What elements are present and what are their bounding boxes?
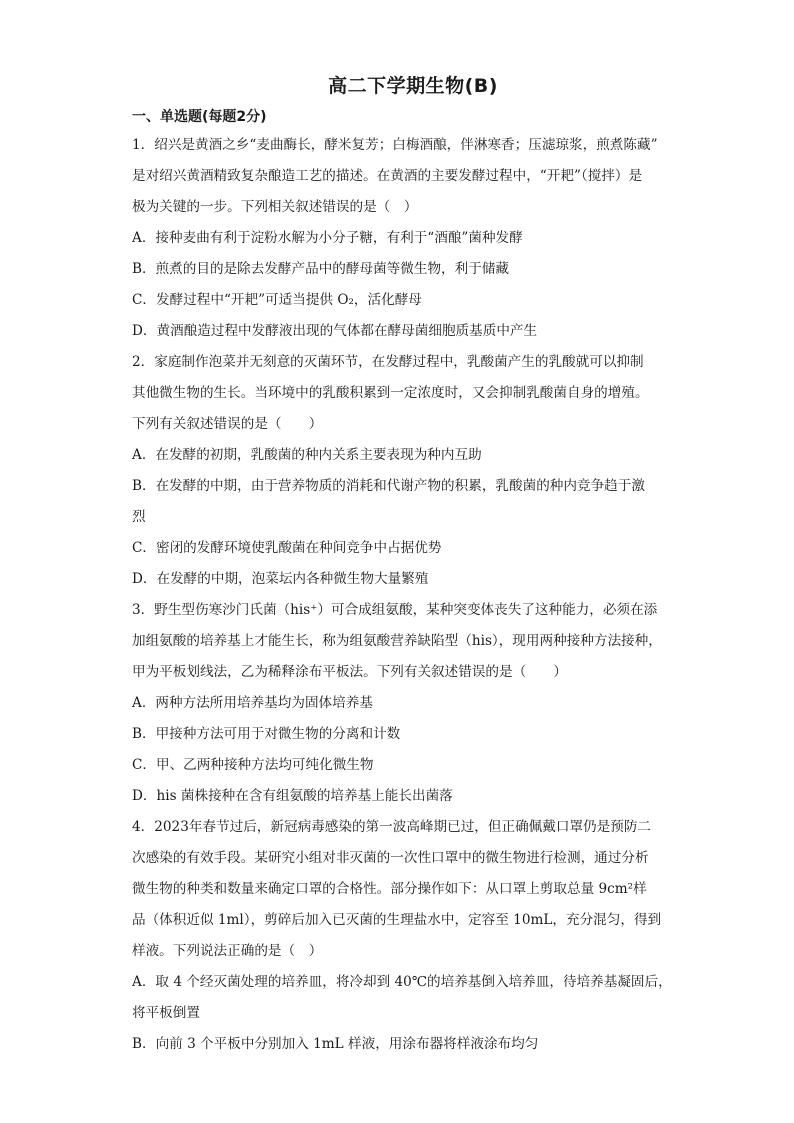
question-stem-line: 4．2023年春节过后，新冠病毒感染的第一波高峰期已过，但正确佩戴口罩仍是预防二 bbox=[132, 819, 652, 835]
option-a-continued: 将平板倒置 bbox=[132, 1005, 200, 1021]
option-b: B．向前 3 个平板中分别加入 1mL 样液，用涂布器将样液涂布均匀 bbox=[132, 1036, 539, 1052]
question-stem-line: 1．绍兴是黄酒之乡“麦曲酶长，酵米复芳；白梅酒酿，伴淋寒香；压滤琼浆，煎煮陈藏” bbox=[132, 137, 658, 153]
option-d: D．在发酵的中期，泡菜坛内各种微生物大量繁殖 bbox=[132, 571, 429, 587]
question-stem-line: 品（体积近似 1ml），剪碎后加入已灭菌的生理盐水中，定容至 10mL，充分混匀，得到 bbox=[132, 912, 662, 928]
option-c: C．发酵过程中“开耙”可适当提供 O₂，活化酵母 bbox=[132, 292, 422, 308]
question-stem-line: 下列有关叙述错误的是（ ） bbox=[132, 416, 323, 432]
question-stem-line: 微生物的种类和数量来确定口罩的合格性。部分操作如下：从口罩上剪取总量 9cm²样 bbox=[132, 881, 647, 897]
question-stem-line: 2．家庭制作泡菜并无刻意的灭菌环节，在发酵过程中，乳酸菌产生的乳酸就可以抑制 bbox=[132, 354, 644, 370]
section-heading: 一、单选题(每题2分) bbox=[132, 109, 267, 125]
option-a: A．在发酵的初期，乳酸菌的种内关系主要表现为种内互助 bbox=[132, 447, 482, 463]
option-b: B．煎煮的目的是除去发酵产品中的酵母菌等微生物，利于储藏 bbox=[132, 261, 510, 277]
question-3 bbox=[132, 595, 694, 812]
question-stem-line: 其他微生物的生长。当环境中的乳酸积累到一定浓度时，又会抑制乳酸菌自身的增殖。 bbox=[132, 385, 649, 401]
page-title: 高二下学期生物(B) bbox=[328, 75, 498, 97]
option-d: D．黄酒酿造过程中发酵液出现的气体都在酵母菌细胞质基质中产生 bbox=[132, 323, 538, 339]
option-b: B．甲接种方法可用于对微生物的分离和计数 bbox=[132, 726, 401, 742]
option-d: D．his 菌株接种在含有组氨酸的培养基上能长出菌落 bbox=[132, 788, 453, 804]
option-c: C．密闭的发酵环境使乳酸菌在种间竞争中占据优势 bbox=[132, 540, 442, 556]
option-c: C．甲、乙两种接种方法均可纯化微生物 bbox=[132, 757, 374, 773]
question-stem-line: 极为关键的一步。下列相关叙述错误的是（ ） bbox=[132, 199, 418, 215]
option-a: A．取 4 个经灭菌处理的培养皿，将冷却到 40℃的培养基倒入培养皿，待培养基凝固后， bbox=[132, 974, 672, 990]
question-1 bbox=[132, 130, 694, 347]
option-a: A．接种麦曲有利于淀粉水解为小分子糖，有利于“酒酿”菌种发酵 bbox=[132, 230, 523, 246]
option-b: B．在发酵的中期，由于营养物质的消耗和代谢产物的积累，乳酸菌的种内竞争趋于激 bbox=[132, 478, 645, 494]
question-stem-line: 甲为平板划线法，乙为稀释涂布平板法。下列有关叙述错误的是（ ） bbox=[132, 664, 567, 680]
question-stem-line: 样液。下列说法正确的是（ ） bbox=[132, 943, 323, 959]
option-b-continued: 烈 bbox=[132, 509, 146, 525]
question-stem-line: 3．野生型伤寒沙门氏菌（his⁺）可合成组氨酸，某种突变体丧失了这种能力，必须在添 bbox=[132, 602, 658, 618]
question-2 bbox=[132, 347, 694, 595]
option-a: A．两种方法所用培养基均为固体培养基 bbox=[132, 695, 373, 711]
question-stem-line: 是对绍兴黄酒精致复杂酿造工艺的描述。在黄酒的主要发酵过程中，“开耙”（搅拌）是 bbox=[132, 168, 643, 184]
question-stem-line: 次感染的有效手段。某研究小组对非灭菌的一次性口罩中的微生物进行检测，通过分析 bbox=[132, 850, 649, 866]
question-4 bbox=[132, 812, 694, 1060]
question-stem-line: 加组氨酸的培养基上才能生长，称为组氨酸营养缺陷型（his），现用两种接种方法接种， bbox=[132, 633, 662, 649]
